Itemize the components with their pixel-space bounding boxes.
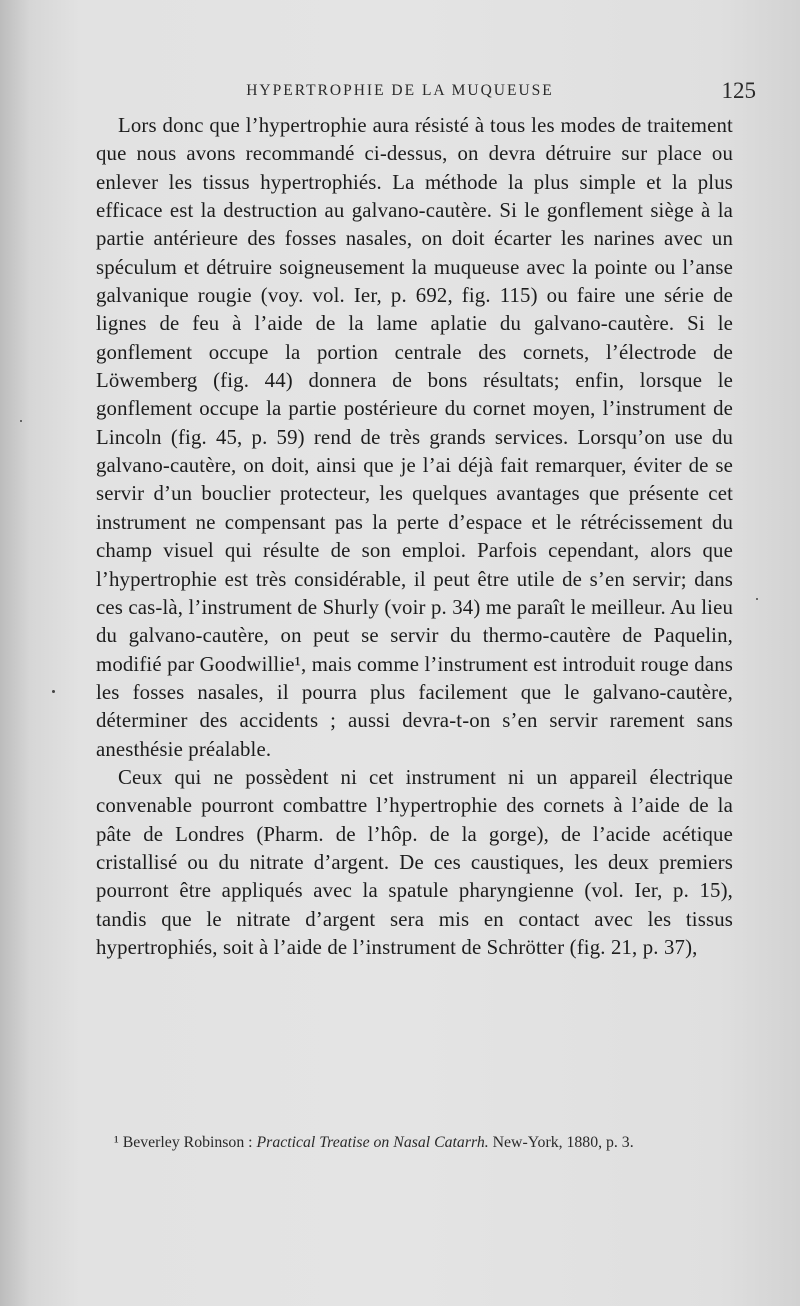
paper-speck	[20, 420, 22, 422]
footnote-rest: New-York, 1880, p. 3.	[488, 1134, 634, 1151]
footnote	[96, 1132, 733, 1154]
paper-speck	[756, 598, 758, 600]
footnote-marker: ¹	[114, 1134, 119, 1151]
page-number: 125	[721, 78, 756, 103]
paper-speck	[52, 690, 55, 693]
paragraph-1: Lors donc que l’hypertrophie aura résisté à tous les modes de traitement que nous avons recommandé ci-dessus, on devra détruire sur place ou enlever les tissus hypertrophiés. La méthode la plus simple et la plus efficace est la destruction au galvano-cautère. Si le gonflement siège à la partie antérieure des fosses nasales, on doit écarter les narines avec un spéculum et détruire soigneusement la muqueuse avec la pointe ou l’anse galvanique rougie (voy. vol. Ier, p. 692, fig. 115) ou faire une série de lignes de feu à l’aide de la lame aplatie du galvano-cautère. Si le gonflement occupe la portion centrale des cornets, l’électrode de Löwemberg (fig. 44) donnera de bons résultats; enfin, lorsque le gonflement occupe la partie postérieure du cornet moyen, l’instrument de Lincoln (fig. 45, p. 59) rend de très grands services. Lorsqu’on use du galvano-cautère, on doit, ainsi que je l’ai déjà fait remarquer, éviter de se servir d’un bouclier protecteur, les quelques avantages que présente cet instrument ne compensant pas la perte d’espace et le rétrécissement du champ visuel qui résulte de son emploi. Parfois cependant, alors que l’hypertrophie est très considérable, il peut être utile de s’en servir; dans ces cas-là, l’instrument de Shurly (voir p. 34) me paraît le meilleur. Au lieu du galvano-cautère, on peut se servir du thermo-cautère de Paquelin, modifié par Goodwillie¹, mais comme l’instrument est introduit rouge dans les fosses nasales, il pourra plus facilement que le galvano-cautère, déterminer des accidents ; aussi devra-t-on s’en servir rarement sans anesthésie préalable.	[96, 114, 733, 761]
paragraph-2: Ceux qui ne possèdent ni cet instrument ni un appareil électrique convenable pourront combattre l’hypertrophie des cornets à l’aide de la pâte de Londres (Pharm. de l’hôp. de la gorge), de l’acide acétique cristallisé ou du nitrate d’argent. De ces caustiques, les deux premiers pourront être appliqués avec la spatule pharyngienne (vol. Ier, p. 15), tandis que le nitrate d’argent sera mis en contact avec les tissus hypertrophiés, soit à l’aide de l’instrument de Schrötter (fig. 21, p. 37),	[96, 765, 733, 959]
page-header	[0, 78, 800, 108]
body-text	[96, 112, 733, 962]
running-title: HYPERTROPHIE DE LA MUQUEUSE	[246, 82, 554, 99]
footnote-title: Practical Treatise on Nasal Catarrh.	[256, 1134, 489, 1151]
footnote-author: Beverley Robinson :	[122, 1134, 257, 1151]
